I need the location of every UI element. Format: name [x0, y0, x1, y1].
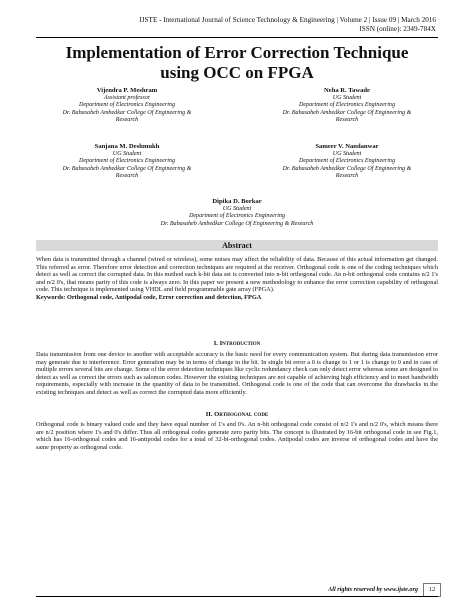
- orthogonal-code-body: Orthogonal code is binary valued code and they have equal number of 1's and 0's. An n-bit orthogonal code consist of n/2 1's and n/2 0's, which means there are n/2 position where 1's and 0's differ. Thus all orthogonal codes generate zero parity bits. The concept is illustrated by 16-bit orthogonal code in see Fig.1, which has 16-orthogonal codes and 16-antipodal codes for a total of 32-bi-orthogonal codes. Antipodal codes are inverse of orthogonal codes and have the same property as orthogonal code.: [36, 421, 438, 451]
- section-number: I.: [213, 340, 218, 347]
- author-block: [112, 198, 362, 228]
- footer-rule: [36, 596, 438, 597]
- footer-rights: All rights reserved by www.ijste.org: [328, 586, 418, 593]
- keywords: Keywords: Orthogonal code, Antipodal code, Error correction and detection, FPGA: [36, 293, 262, 301]
- abstract-text: When data is transmitted through a channel (wired or wireless), some noises may affect the reliability of data. Because of this actual information get changed. This referred as error. Therefore error detection and correction techniques are required at the receiver. Orthogonal code is one of the coding techniques which detect as well as correct the corrupted data. In this method each k-bit data set is converted into n-bit orthogonal code. An n-bit orthogonal code contains n/2 1's and n/2 0's, that means parity of this code is always zero. In this paper we present a new methodology to enhance the error correction capability of orthogonal code. This technique is implemented using VHDL and field programmable gate array (FPGA).: [36, 256, 438, 294]
- author-role: UG Student: [222, 205, 252, 212]
- paper-title: [36, 43, 438, 83]
- author-name: Vijendra P. Meshram: [96, 87, 158, 94]
- author-name: Sanjana M. Deshmukh: [94, 143, 160, 150]
- author-block: [272, 87, 422, 125]
- author-inst: Dr. Babasaheb Ambedkar College Of Engineering & Research: [160, 220, 314, 227]
- header-rule: [36, 37, 438, 38]
- introduction-body: Data transmission from one device to another with acceptable accuracy is the basic need for every communication system. But during data transmission error may generate due to interference. Error generation may be in terms of change in the bit. In single bit error a 0 is change to 1 or 1 is change to 0 and in case of multiple errors several bits are change. Some of the error detection techniques like cyclic redundancy check can only detect error whereas some are designed to detect as well as correct the errors such as salomon codes. However the existing techniques are not capable of achieving high efficiency and to meet bandwidth requirements, especially with increase in the quantity of data to be transmitted. Orthogonal code is one of the code that can overcome the drawbacks in the existing techniques and detect as well as correct the corrupted data more efficiently.: [36, 351, 438, 396]
- author-block: [52, 143, 202, 181]
- author-dept: Department of Electronics Engineering: [78, 102, 176, 109]
- author-inst: Dr. Babasaheb Ambedkar College Of Engineering &: [62, 109, 192, 116]
- author-inst: Dr. Babasaheb Ambedkar College Of Engineering &: [282, 165, 412, 172]
- title-line-1: Implementation of Error Correction Technique: [65, 43, 409, 62]
- author-role: UG Student: [332, 94, 362, 101]
- journal-line: IJSTE - International Journal of Science Technology & Engineering | Volume 2 | Issue 09 | March 2016: [139, 16, 436, 24]
- author-inst: Dr. Babasaheb Ambedkar College Of Engineering &: [282, 109, 412, 116]
- author-name: Dipika D. Borkar: [212, 198, 262, 205]
- author-block: [52, 87, 202, 125]
- author-role: Assistant professor: [103, 94, 151, 101]
- author-dept: Department of Electronics Engineering: [78, 158, 176, 165]
- journal-header: [139, 16, 436, 34]
- author-dept: Department of Electronics Engineering: [188, 213, 286, 220]
- author-name: Sameer V. Nandanwar: [315, 143, 379, 150]
- section-number: II.: [205, 411, 213, 418]
- author-inst: Research: [335, 117, 359, 124]
- author-inst: Research: [115, 117, 139, 124]
- section-title: Introduction: [219, 340, 261, 347]
- author-name: Neha R. Tawade: [324, 87, 370, 94]
- author-inst: Dr. Babasaheb Ambedkar College Of Engineering &: [62, 165, 192, 172]
- issn-line: ISSN (online): 2349-784X: [359, 25, 436, 33]
- section-heading-orthogonal-code: [36, 411, 438, 419]
- author-role: UG Student: [332, 150, 362, 157]
- section-title: Orthogonal code: [214, 411, 269, 418]
- abstract-body: [36, 256, 438, 301]
- title-line-2: using OCC on FPGA: [160, 63, 314, 82]
- author-dept: Department of Electronics Engineering: [298, 102, 396, 109]
- page-number: 12: [423, 583, 441, 597]
- abstract-heading: Abstract: [36, 240, 438, 251]
- author-block: [272, 143, 422, 181]
- section-heading-introduction: [36, 340, 438, 348]
- author-role: UG Student: [112, 150, 142, 157]
- author-inst: Research: [335, 173, 359, 180]
- author-dept: Department of Electronics Engineering: [298, 158, 396, 165]
- author-inst: Research: [115, 173, 139, 180]
